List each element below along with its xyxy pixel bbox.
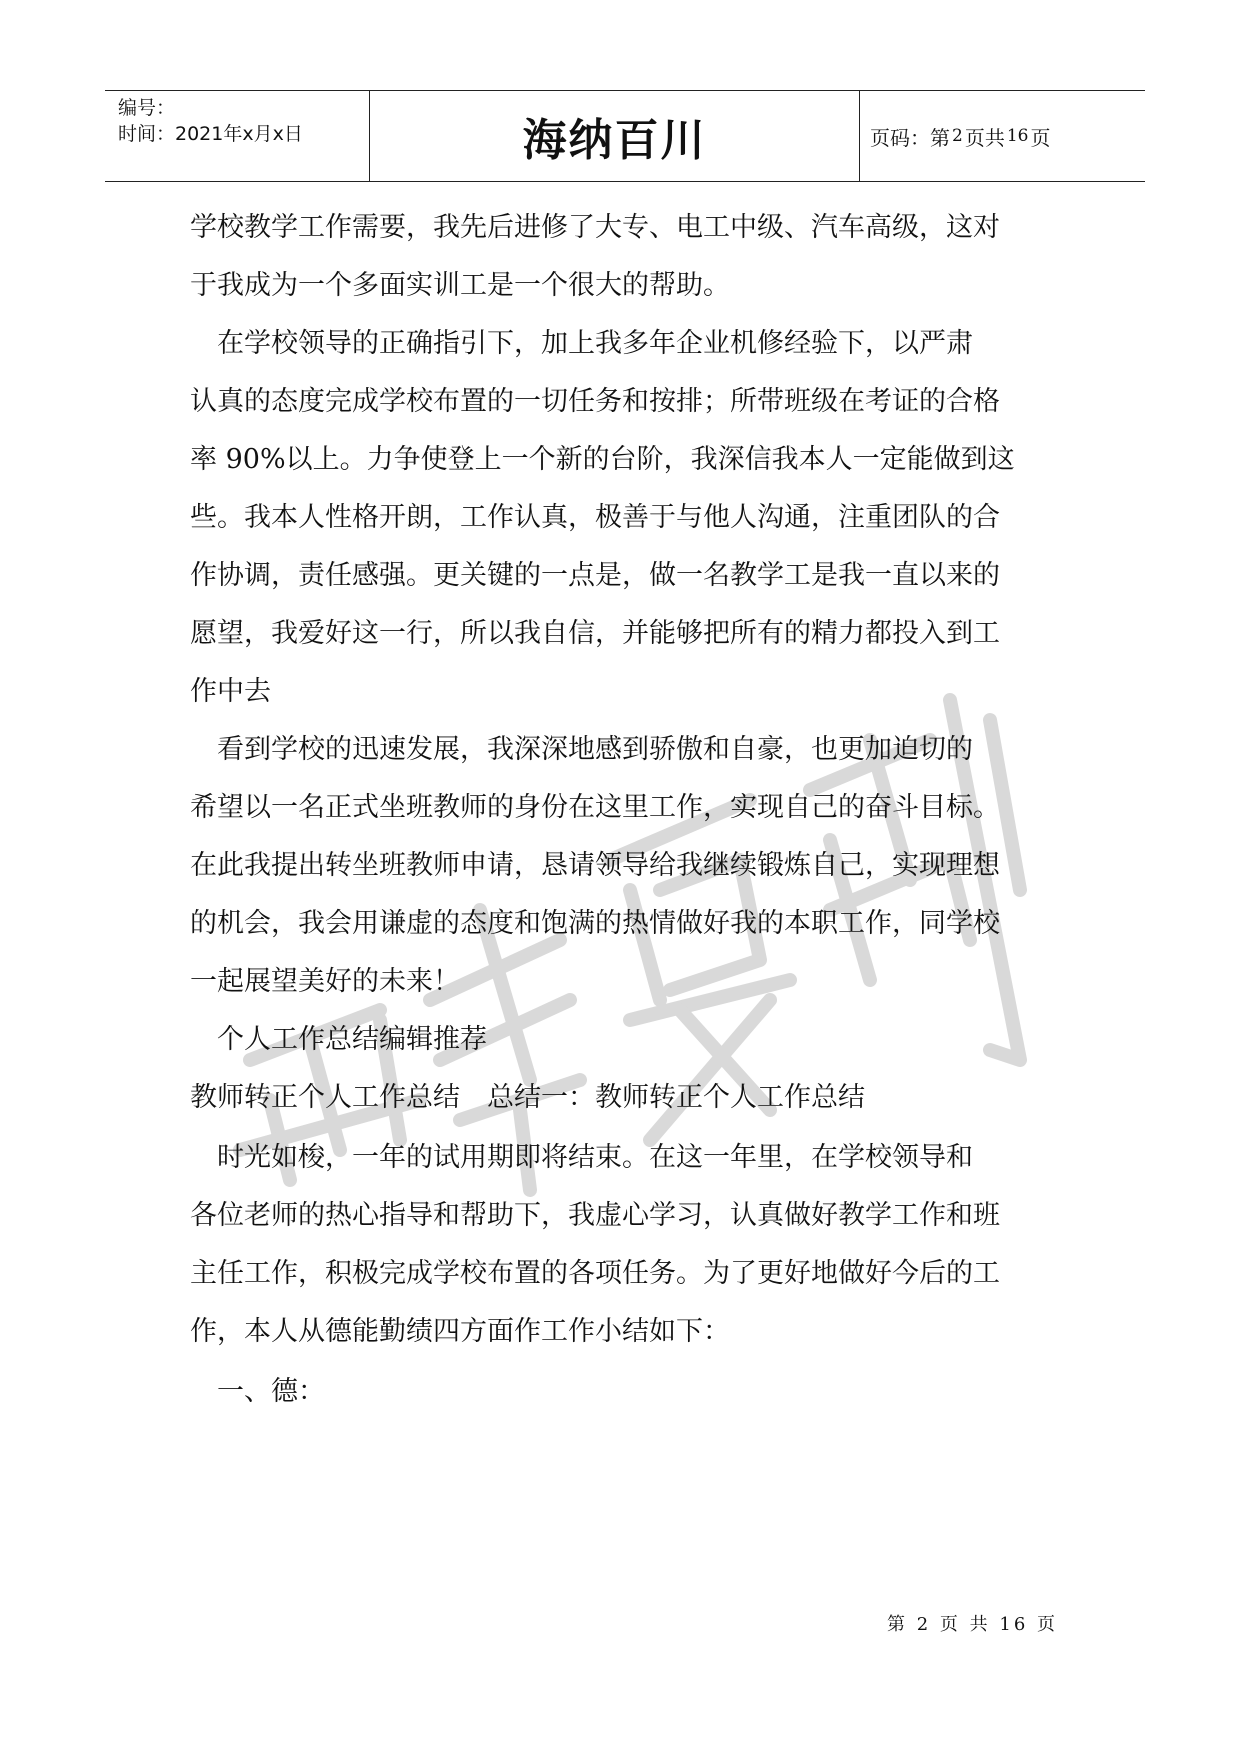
document-number-label: 编号： [118,97,176,119]
section-heading: 教师转正个人工作总结 总结一：教师转正个人工作总结 [190,1082,865,1113]
header-meta [105,91,370,181]
body-line: 看到学校的迅速发展，我深深地感到骄傲和自豪，也更加迫切的 [190,734,973,765]
page-prefix: 页码：第 [870,125,950,150]
body-line: 主任工作，积极完成学校布置的各项任务。为了更好地做好今后的工 [190,1258,1000,1289]
body-line: 一起展望美好的未来！ [190,966,460,997]
body-line: 认真的态度完成学校布置的一切任务和按排；所带班级在考证的合格 [190,386,1000,417]
document-time: 时间：2021年x月x日 [118,123,303,145]
body-line: 于我成为一个多面实训工是一个很大的帮助。 [190,270,730,301]
page-total: 16 [1006,126,1029,146]
body-line: 作，本人从德能勤绩四方面作工作小结如下： [190,1316,730,1347]
page-current: 2 [952,126,963,146]
body-line: 时光如梭，一年的试用期即将结束。在这一年里，在学校领导和 [190,1142,973,1173]
body-line: 希望以一名正式坐班教师的身份在这里工作，实现自己的奋斗目标。 [190,792,1000,823]
page-header [105,90,1145,182]
section-heading: 个人工作总结编辑推荐 [190,1024,487,1055]
body-line: 各位老师的热心指导和帮助下，我虚心学习，认真做好教学工作和班 [190,1200,1000,1231]
body-line: 作协调，责任感强。更关键的一点是，做一名教学工是我一直以来的 [190,560,1000,591]
body-line: 在此我提出转坐班教师申请，恳请领导给我继续锻炼自己，实现理想 [190,850,1000,881]
header-page-number [860,91,1145,181]
page-suffix: 页 [1030,125,1051,150]
header-title: 海纳百川 [370,91,860,181]
body-line: 在学校领导的正确指引下，加上我多年企业机修经验下，以严肃 [190,328,973,359]
body-line: 率 90%以上。力争使登上一个新的台阶，我深信我本人一定能做到这 [190,444,1015,475]
body-line: 些。我本人性格开朗，工作认真，极善于与他人沟通，注重团队的合 [190,502,1000,533]
body-line: 学校教学工作需要，我先后进修了大专、电工中级、汽车高级，这对 [190,212,1000,243]
section-heading: 一、德： [190,1376,325,1407]
body-line: 作中去 [190,676,271,707]
body-line: 愿望，我爱好这一行，所以我自信，并能够把所有的精力都投入到工 [190,618,1000,649]
page-mid: 页共 [964,125,1005,150]
page-footer: 第 2 页 共 16 页 [887,1614,1058,1635]
body-line: 的机会，我会用谦虚的态度和饱满的热情做好我的本职工作，同学校 [190,908,1000,939]
